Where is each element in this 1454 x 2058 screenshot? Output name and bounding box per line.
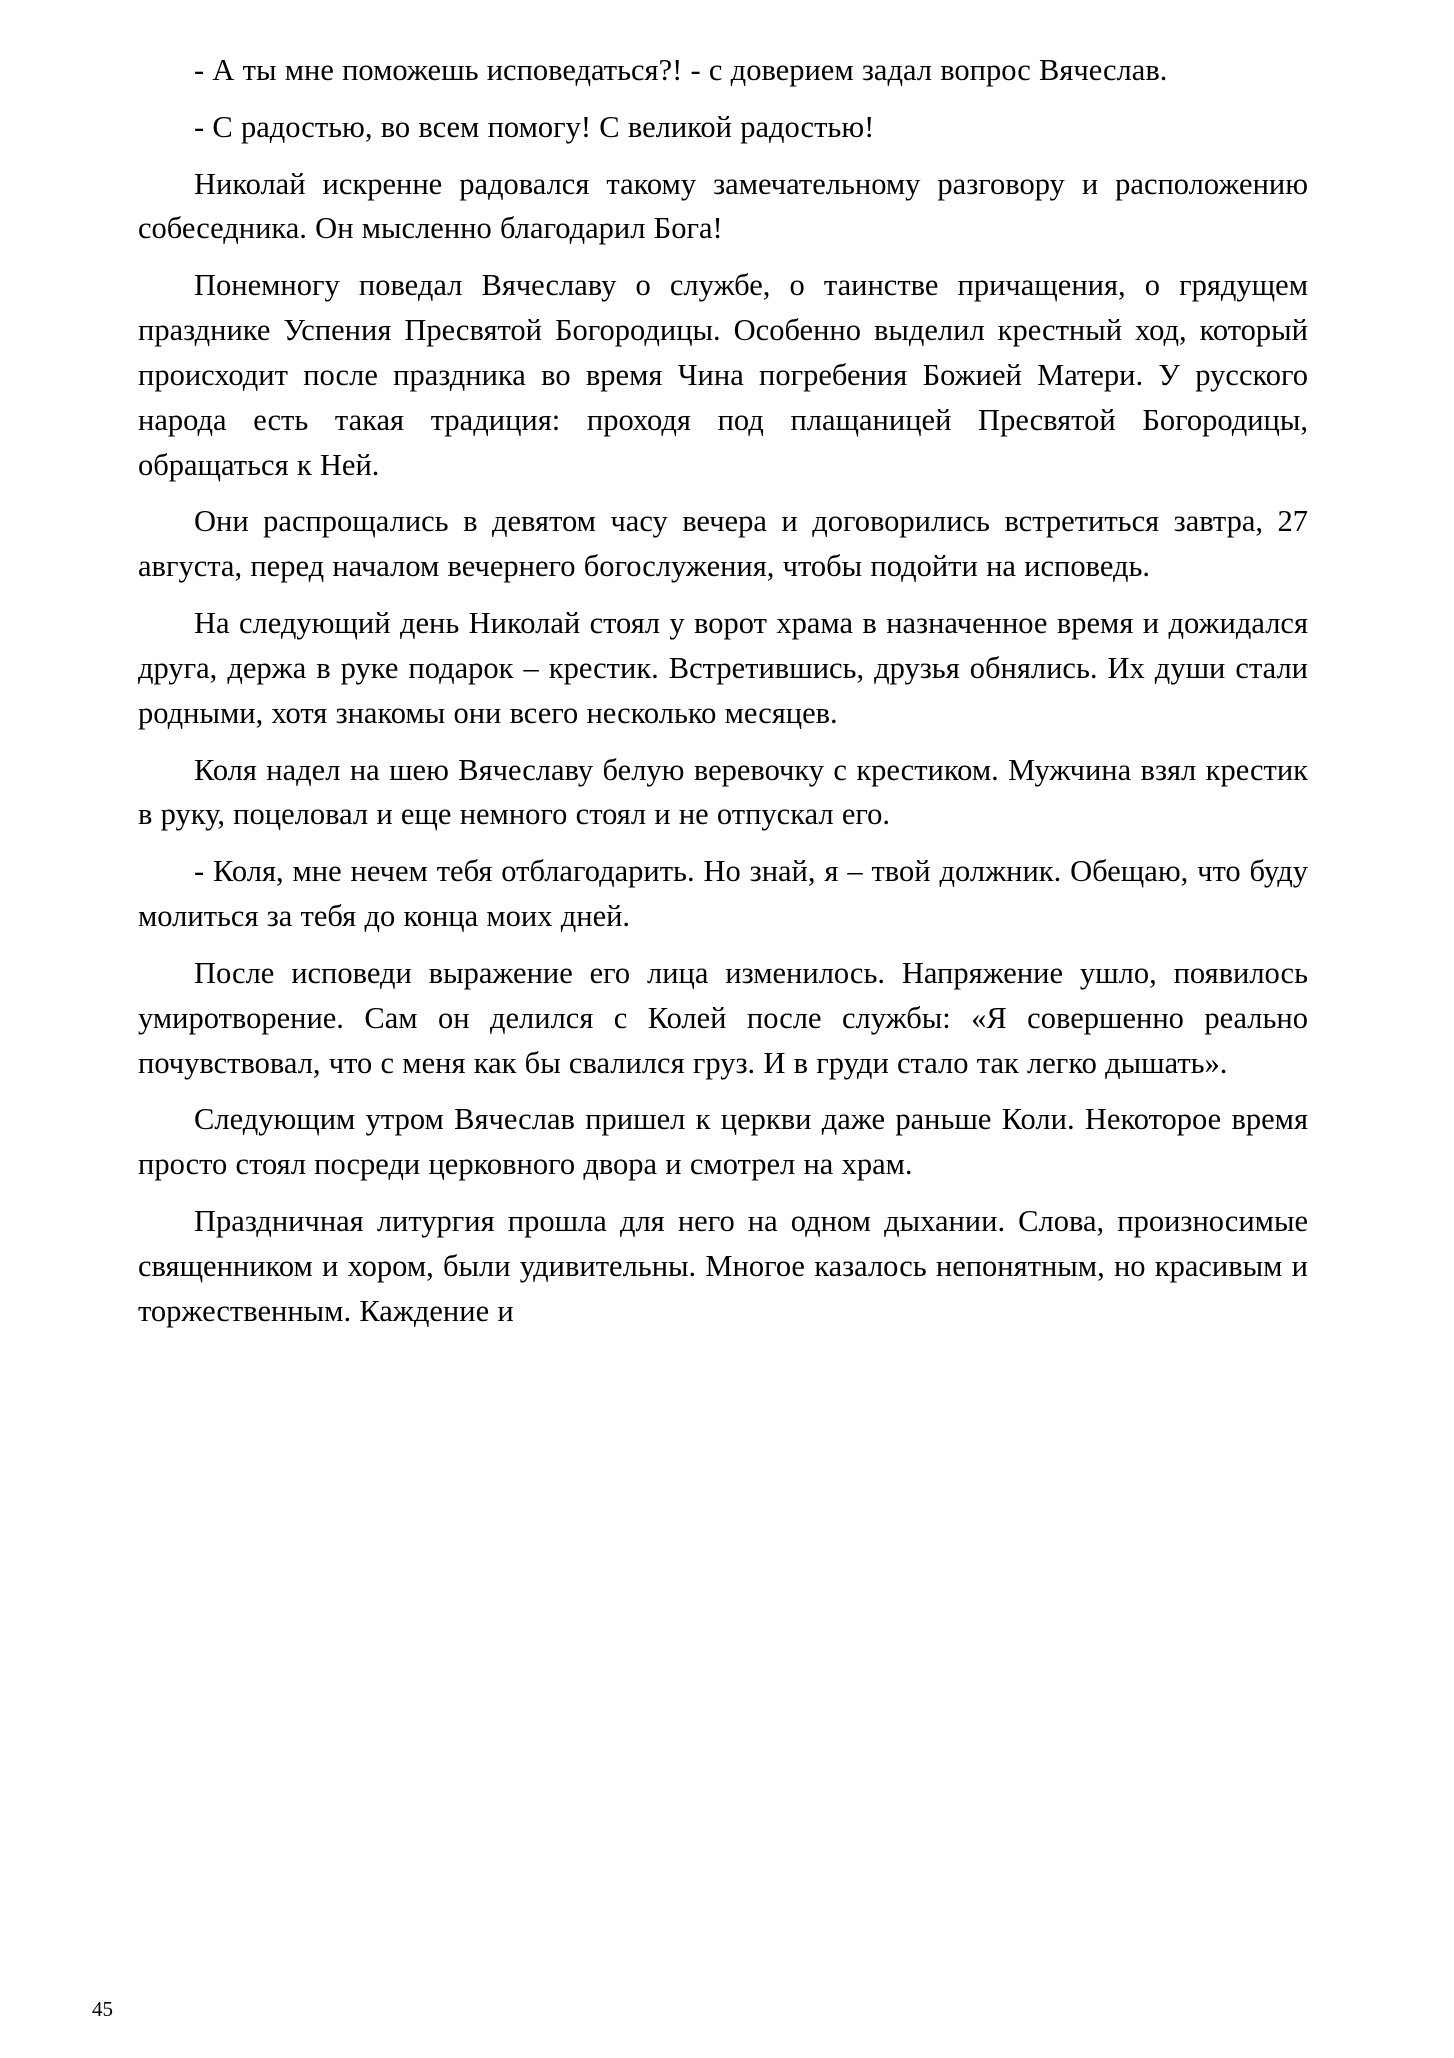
paragraph: - А ты мне поможешь исповедаться?! - с доверием задал вопрос Вячеслав. — [194, 53, 1168, 87]
page-body — [138, 48, 1308, 1334]
paragraph: Они распрощались в девятом часу вечера и договорились встретиться завтра, 27 августа, перед началом вечернего богослужения, чтобы подойти на исповедь. — [138, 504, 1308, 584]
paragraph: Следующим утром Вячеслав пришел к церкви даже раньше Коли. Некоторое время просто стоял посреди церковного двора и смотрел на храм. — [138, 1102, 1308, 1182]
paragraph: - Коля, мне нечем тебя отблагодарить. Но знай, я – твой должник. Обещаю, что буду молиться за тебя до конца моих дней. — [138, 854, 1308, 934]
paragraph: Николай искренне радовался такому замечательному разговору и расположению собеседника. Он мысленно благодарил Бога! — [138, 166, 1308, 246]
paragraph: После исповеди выражение его лица изменилось. Напряжение ушло, появилось умиротворение. Сам он делился с Колей после службы: «Я совершенно реально почувствовал, что с меня как бы свалился груз. И в груди стало так легко дышать». — [138, 955, 1308, 1080]
paragraph: - С радостью, во всем помогу! С великой радостью! — [194, 109, 875, 144]
paragraph: На следующий день Николай стоял у ворот храма в назначенное время и дожидался друга, держа в руке подарок – крестик. Встретившись, друзья обнялись. Их души стали родными, хотя знакомы они всего несколько месяцев. — [138, 606, 1308, 730]
paragraph: Праздничная литургия прошла для него на одном дыхании. Слова, произносимые священником и хором, были удивительны. Многое казалось непонятным, но красивым и торжественным. Каждение и — [138, 1204, 1308, 1328]
paragraph: Понемногу поведал Вячеславу о службе, о таинстве причащения, о грядущем празднике Успения Пресвятой Богородицы. Особенно выделил крестный ход, который происходит после праздника во время Чина погребения Божией Матери. У русского народа есть такая традиция: проходя под плащаницей Пресвятой Богородицы, обращаться к Ней. — [138, 268, 1308, 482]
page-number: 45 — [92, 1997, 113, 2021]
paragraph: Коля надел на шею Вячеславу белую веревочку с крестиком. Мужчина взял крестик в руку, поцеловал и еще немного стоял и не отпускал его. — [138, 752, 1308, 832]
